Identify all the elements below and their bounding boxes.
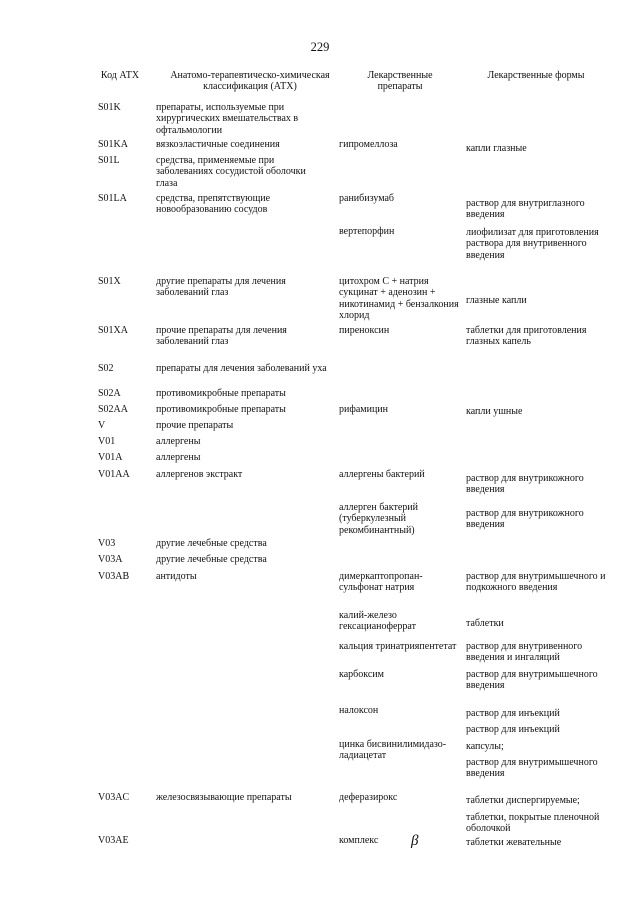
- row-drug: карбоксим: [339, 669, 384, 680]
- row-classification: другие лечебные средства: [156, 538, 267, 549]
- row-form: раствор для внутримышечного введения: [466, 757, 598, 780]
- row-form: раствор для внутримышечного введения: [466, 669, 598, 692]
- row-form: раствор для инъекций: [466, 708, 560, 719]
- row-code: V03AB: [98, 571, 130, 582]
- row-code: V: [98, 420, 106, 431]
- row-classification: препараты, используемые при хирургических вмешательствах в офтальмологии: [156, 102, 299, 136]
- row-classification: вязкоэластичные соединения: [156, 139, 280, 150]
- row-form: капли ушные: [466, 406, 523, 417]
- row-code: S01L: [98, 155, 120, 166]
- row-drug: кальция тринатрияпентетат: [339, 641, 457, 652]
- row-code: V01AA: [98, 469, 130, 480]
- row-code: S01X: [98, 276, 121, 287]
- header-forms: Лекарственные формы: [487, 70, 585, 81]
- row-classification: железосвязывающие препараты: [156, 792, 292, 803]
- row-classification: другие препараты для лечения заболеваний глаз: [156, 276, 286, 299]
- row-code: S02A: [98, 388, 121, 399]
- row-drug: комплекс: [339, 835, 379, 846]
- row-form: раствор для внутриглазного введения: [466, 198, 585, 221]
- row-classification: другие лечебные средства: [156, 554, 267, 565]
- row-form: раствор для внутрикожного введения: [466, 508, 584, 531]
- row-form: лиофилизат для приготовления раствора для внутривенного введения: [466, 227, 599, 261]
- row-form: таблетки жевательные: [466, 837, 562, 848]
- row-code: V03AC: [98, 792, 130, 803]
- header-drugs: Лекарственные препараты: [367, 70, 433, 93]
- row-code: V03A: [98, 554, 123, 565]
- row-classification: прочие препараты для лечения заболеваний глаз: [156, 325, 287, 348]
- header-classification: Анатомо-терапевтическо-химическая классификация (АТХ): [170, 70, 330, 93]
- row-code: S01KA: [98, 139, 129, 150]
- row-form: капли глазные: [466, 143, 527, 154]
- row-drug: цитохром С + натрия сукцинат + аденозин + никотинамид + бензалкония хлорид: [339, 276, 459, 321]
- row-classification: аллергенов экстракт: [156, 469, 243, 480]
- row-drug: пиреноксин: [339, 325, 390, 336]
- row-classification: аллергены: [156, 436, 201, 447]
- row-drug: налоксон: [339, 705, 379, 716]
- row-code: V01: [98, 436, 116, 447]
- row-code: S02: [98, 363, 114, 374]
- page-number: 229: [310, 40, 330, 54]
- row-form: таблетки для приготовления глазных капель: [466, 325, 587, 348]
- row-classification: препараты для лечения заболеваний уха: [156, 363, 327, 374]
- row-form: раствор для внутривенного введения и ингаляций: [466, 641, 583, 664]
- row-form: таблетки диспергируемые;: [466, 795, 580, 806]
- row-code: S01K: [98, 102, 121, 113]
- header-code: Код АТХ: [100, 70, 140, 81]
- row-code: S01LA: [98, 193, 127, 204]
- row-form: глазные капли: [466, 295, 527, 306]
- row-drug: аллергены бактерий: [339, 469, 425, 480]
- row-drug: димеркаптопропан-сульфонат натрия: [339, 571, 423, 594]
- row-drug: деферазирокс: [339, 792, 398, 803]
- beta-symbol: β: [411, 833, 419, 849]
- row-drug: гипромеллоза: [339, 139, 398, 150]
- row-drug: рифамицин: [339, 404, 389, 415]
- row-form: раствор для инъекций: [466, 724, 560, 735]
- row-drug: вертепорфин: [339, 226, 395, 237]
- row-code: V03: [98, 538, 116, 549]
- row-classification: противомикробные препараты: [156, 404, 286, 415]
- row-form: капсулы;: [466, 741, 504, 752]
- row-code: S01XA: [98, 325, 129, 336]
- row-drug: калий-железо гексацианоферрат: [339, 610, 416, 633]
- row-classification: аллергены: [156, 452, 201, 463]
- row-drug: ранибизумаб: [339, 193, 394, 204]
- row-classification: антидоты: [156, 571, 197, 582]
- row-form: таблетки: [466, 618, 504, 629]
- row-code: V03AE: [98, 835, 129, 846]
- row-code: S02AA: [98, 404, 129, 415]
- row-form: таблетки, покрытые пленочной оболочкой: [466, 812, 600, 835]
- row-drug: аллерген бактерий (туберкулезный рекомбинантный): [339, 502, 418, 536]
- row-classification: средства, препятствующие новообразованию сосудов: [156, 193, 271, 216]
- row-classification: противомикробные препараты: [156, 388, 286, 399]
- row-form: раствор для внутримышечного и подкожного введения: [466, 571, 606, 594]
- row-classification: средства, применяемые при заболеваниях сосудистой оболочки глаза: [156, 155, 306, 189]
- row-form: раствор для внутрикожного введения: [466, 473, 584, 496]
- row-drug: цинка бисвинилимидазо-ладиацетат: [339, 739, 447, 762]
- row-classification: прочие препараты: [156, 420, 234, 431]
- row-code: V01A: [98, 452, 123, 463]
